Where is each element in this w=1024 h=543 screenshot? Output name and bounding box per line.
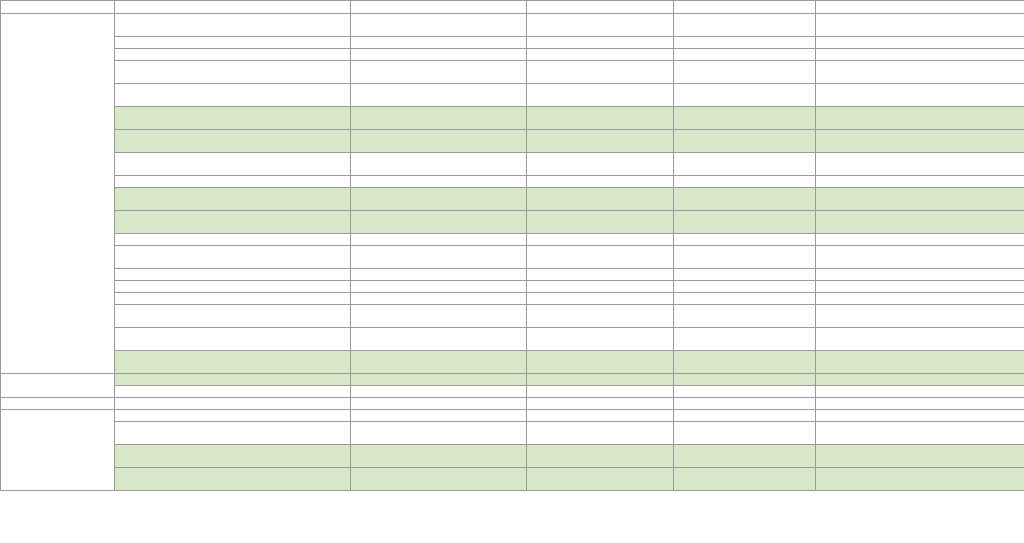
name-cell[interactable] [115, 351, 351, 374]
address-cell[interactable] [351, 398, 527, 410]
email-cell[interactable] [674, 49, 816, 61]
contact-cell[interactable] [816, 246, 1024, 269]
table-row [1, 107, 1024, 130]
table-row [1, 246, 1024, 269]
address-cell[interactable] [351, 374, 527, 386]
name-cell[interactable] [115, 37, 351, 49]
email-cell[interactable] [674, 130, 816, 153]
phone-cell[interactable] [527, 130, 674, 153]
address-cell[interactable] [351, 293, 527, 305]
table-row [1, 445, 1024, 468]
phone-cell[interactable] [527, 153, 674, 176]
contact-cell[interactable] [816, 293, 1024, 305]
header-name[interactable] [115, 1, 351, 14]
header-row [1, 1, 1024, 14]
table-row [1, 374, 1024, 386]
address-cell[interactable] [351, 351, 527, 374]
email-cell[interactable] [674, 188, 816, 211]
contact-cell[interactable] [816, 84, 1024, 107]
address-cell[interactable] [351, 410, 527, 422]
name-cell[interactable] [115, 14, 351, 37]
phone-cell[interactable] [527, 269, 674, 281]
name-cell[interactable] [115, 84, 351, 107]
contact-cell[interactable] [816, 49, 1024, 61]
table-row [1, 37, 1024, 49]
email-cell[interactable] [674, 107, 816, 130]
table-row [1, 468, 1024, 491]
phone-cell[interactable] [527, 176, 674, 188]
table-row [1, 176, 1024, 188]
email-cell[interactable] [674, 445, 816, 468]
name-cell[interactable] [115, 153, 351, 176]
email-cell[interactable] [674, 468, 816, 491]
table-row [1, 49, 1024, 61]
email-cell[interactable] [674, 305, 816, 328]
name-cell[interactable] [115, 107, 351, 130]
email-cell[interactable] [674, 293, 816, 305]
contact-cell[interactable] [816, 188, 1024, 211]
phone-cell[interactable] [527, 61, 674, 84]
phone-cell[interactable] [527, 398, 674, 410]
email-cell[interactable] [674, 14, 816, 37]
contact-cell[interactable] [816, 14, 1024, 37]
email-cell[interactable] [674, 328, 816, 351]
name-cell[interactable] [115, 176, 351, 188]
table-row [1, 188, 1024, 211]
table-row [1, 386, 1024, 398]
phone-cell[interactable] [527, 49, 674, 61]
email-cell[interactable] [674, 398, 816, 410]
email-cell[interactable] [674, 410, 816, 422]
table-row [1, 281, 1024, 293]
phone-cell[interactable] [527, 234, 674, 246]
name-cell[interactable] [115, 234, 351, 246]
phone-cell[interactable] [527, 188, 674, 211]
address-cell[interactable] [351, 84, 527, 107]
contact-cell[interactable] [816, 130, 1024, 153]
phone-cell[interactable] [527, 281, 674, 293]
address-cell[interactable] [351, 445, 527, 468]
email-cell[interactable] [674, 386, 816, 398]
address-cell[interactable] [351, 176, 527, 188]
email-cell[interactable] [674, 211, 816, 234]
contact-cell[interactable] [816, 153, 1024, 176]
table-row [1, 410, 1024, 422]
name-cell[interactable] [115, 49, 351, 61]
phone-cell[interactable] [527, 107, 674, 130]
table-row [1, 351, 1024, 374]
phone-cell[interactable] [527, 386, 674, 398]
phone-cell[interactable] [527, 351, 674, 374]
address-cell[interactable] [351, 269, 527, 281]
address-cell[interactable] [351, 468, 527, 491]
email-cell[interactable] [674, 246, 816, 269]
address-cell[interactable] [351, 246, 527, 269]
email-cell[interactable] [674, 61, 816, 84]
district-cell[interactable] [1, 398, 115, 410]
table-row [1, 84, 1024, 107]
phone-cell[interactable] [527, 410, 674, 422]
table-row [1, 211, 1024, 234]
header-district[interactable] [1, 1, 115, 14]
contact-cell[interactable] [816, 386, 1024, 398]
contact-cell[interactable] [816, 37, 1024, 49]
address-cell[interactable] [351, 14, 527, 37]
email-cell[interactable] [674, 351, 816, 374]
contact-cell[interactable] [816, 410, 1024, 422]
address-cell[interactable] [351, 281, 527, 293]
contact-cell[interactable] [816, 107, 1024, 130]
table-row [1, 422, 1024, 445]
name-cell[interactable] [115, 281, 351, 293]
name-cell[interactable] [115, 293, 351, 305]
phone-cell[interactable] [527, 422, 674, 445]
address-cell[interactable] [351, 49, 527, 61]
contact-cell[interactable] [816, 422, 1024, 445]
name-cell[interactable] [115, 422, 351, 445]
contact-cell[interactable] [816, 176, 1024, 188]
table-row [1, 234, 1024, 246]
phone-cell[interactable] [527, 14, 674, 37]
header-email[interactable] [674, 1, 816, 14]
address-cell[interactable] [351, 153, 527, 176]
address-cell[interactable] [351, 107, 527, 130]
table-row [1, 293, 1024, 305]
name-cell[interactable] [115, 398, 351, 410]
district-cell[interactable] [1, 374, 115, 398]
phone-cell[interactable] [527, 37, 674, 49]
phone-cell[interactable] [527, 305, 674, 328]
district-cell[interactable] [1, 14, 115, 374]
contact-cell[interactable] [816, 234, 1024, 246]
phone-cell[interactable] [527, 293, 674, 305]
name-cell[interactable] [115, 468, 351, 491]
email-cell[interactable] [674, 234, 816, 246]
contact-cell[interactable] [816, 281, 1024, 293]
phone-cell[interactable] [527, 445, 674, 468]
address-cell[interactable] [351, 328, 527, 351]
contact-cell[interactable] [816, 269, 1024, 281]
name-cell[interactable] [115, 386, 351, 398]
name-cell[interactable] [115, 246, 351, 269]
name-cell[interactable] [115, 211, 351, 234]
table-row [1, 130, 1024, 153]
name-cell[interactable] [115, 61, 351, 84]
email-cell[interactable] [674, 422, 816, 445]
district-cell[interactable] [1, 410, 115, 491]
contact-cell[interactable] [816, 398, 1024, 410]
table-row [1, 328, 1024, 351]
name-cell[interactable] [115, 328, 351, 351]
table-row [1, 61, 1024, 84]
name-cell[interactable] [115, 305, 351, 328]
phone-cell[interactable] [527, 374, 674, 386]
email-cell[interactable] [674, 84, 816, 107]
address-cell[interactable] [351, 422, 527, 445]
header-contact[interactable] [816, 1, 1024, 14]
contact-cell[interactable] [816, 445, 1024, 468]
table-row [1, 398, 1024, 410]
address-cell[interactable] [351, 234, 527, 246]
email-cell[interactable] [674, 153, 816, 176]
email-cell[interactable] [674, 281, 816, 293]
phone-cell[interactable] [527, 211, 674, 234]
address-cell[interactable] [351, 386, 527, 398]
phone-cell[interactable] [527, 468, 674, 491]
name-cell[interactable] [115, 445, 351, 468]
table-row [1, 153, 1024, 176]
email-cell[interactable] [674, 374, 816, 386]
phone-cell[interactable] [527, 328, 674, 351]
header-phone[interactable] [527, 1, 674, 14]
table-row [1, 305, 1024, 328]
address-cell[interactable] [351, 211, 527, 234]
contact-cell[interactable] [816, 468, 1024, 491]
email-cell[interactable] [674, 269, 816, 281]
header-address[interactable] [351, 1, 527, 14]
contact-cell[interactable] [816, 351, 1024, 374]
contact-cell[interactable] [816, 305, 1024, 328]
email-cell[interactable] [674, 176, 816, 188]
contact-cell[interactable] [816, 374, 1024, 386]
contact-cell[interactable] [816, 328, 1024, 351]
name-cell[interactable] [115, 410, 351, 422]
address-cell[interactable] [351, 61, 527, 84]
name-cell[interactable] [115, 130, 351, 153]
email-cell[interactable] [674, 37, 816, 49]
phone-cell[interactable] [527, 246, 674, 269]
contact-cell[interactable] [816, 211, 1024, 234]
phone-cell[interactable] [527, 84, 674, 107]
address-cell[interactable] [351, 188, 527, 211]
name-cell[interactable] [115, 269, 351, 281]
name-cell[interactable] [115, 188, 351, 211]
contact-cell[interactable] [816, 61, 1024, 84]
table-row [1, 14, 1024, 37]
address-cell[interactable] [351, 37, 527, 49]
address-cell[interactable] [351, 305, 527, 328]
name-cell[interactable] [115, 374, 351, 386]
table-row [1, 269, 1024, 281]
address-cell[interactable] [351, 130, 527, 153]
